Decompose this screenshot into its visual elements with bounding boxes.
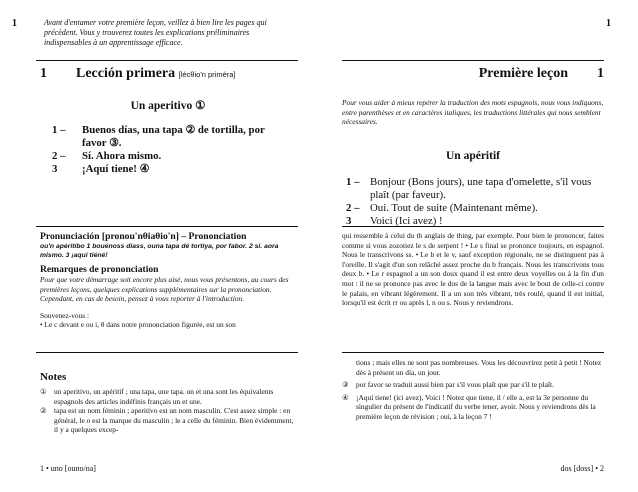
left-note-1 bbox=[40, 387, 296, 406]
souvenez-label: Souvenez-vous : bbox=[40, 310, 90, 320]
left-intro: Avant d'entamer votre première leçon, veillez à bien lire les pages qui précèdent. Vous y trouverez toutes les explications préliminaires indispensables à un apprentissage efficace. bbox=[44, 18, 267, 47]
left-dialogue-line-1 bbox=[52, 124, 296, 150]
pronunciation-heading: Pronunciación [pronou'nθiaθio'n] – Prononciation bbox=[40, 231, 247, 242]
left-dialogue-line-2 bbox=[52, 150, 296, 163]
right-dialogue-line-1 bbox=[346, 176, 604, 202]
right-page-number: 1 bbox=[606, 18, 611, 29]
left-lesson-title: Lección primera bbox=[76, 66, 176, 81]
left-pronunciation bbox=[40, 231, 298, 330]
left-page-number: 1 bbox=[12, 18, 17, 29]
right-footer: dos [doss] • 2 bbox=[560, 464, 604, 473]
right-dialogue-text-3: Voici (Ici avez) ! bbox=[370, 215, 443, 227]
right-lesson-title: Première leçon bbox=[478, 66, 568, 81]
left-lesson-phonetic: [lécθio'n priméra] bbox=[178, 70, 236, 79]
right-note-marker-3: ③ bbox=[342, 380, 349, 390]
right-top-rule bbox=[342, 60, 604, 61]
left-lesson-heading bbox=[40, 66, 296, 82]
left-section-rule bbox=[36, 226, 298, 227]
note-text-2: tapa est un nom féminin ; aperitivo est un nom masculin. C'est assez simple : en général, le o est la marque du masculin ; le a celle du féminin. Bien évidemment, il y a quelques excep- bbox=[54, 406, 294, 435]
left-top-rule bbox=[36, 60, 298, 61]
left-dialogue bbox=[52, 124, 296, 176]
right-dialogue-title: Un apéritif bbox=[446, 150, 500, 162]
left-footer: 1 • uno [ouno/na] bbox=[40, 464, 96, 473]
right-dialogue-text-2: Oui. Tout de suite (Maintenant même). bbox=[370, 202, 538, 214]
right-note-text-4: ¡Aquí tiene! (ici avez), Voici ! Notez que tiene, il / elle a, est la 3e personne du singulier du présent de l'indicatif du verbe tener, avoir. Nous y reviendrons dès la première leçon de révision ; oui, à la leçon 7 ! bbox=[356, 392, 596, 421]
left-lesson-number: 1 bbox=[40, 66, 47, 81]
left-dialogue-num-1: 1 – bbox=[52, 124, 66, 136]
remarks-text: Pour que votre démarrage soit encore plus aisé, nous vous présentons, au cours des premières leçons, quelques explications supplémentaires sur la prononciation. Cependant, en cas de besoin, pensez à vous reporter à l'introduction. bbox=[40, 275, 289, 304]
right-notes-rule bbox=[342, 352, 604, 353]
right-note-3 bbox=[342, 380, 604, 390]
right-pronunciation-text: qui ressemble à celui du th anglais de thing, par exemple. Pour bien le prononcer, faites comme si vous zozotiez le s de serpent ! • Le s final se prononce toujours, en espagnol. Nous le transcrivons ss. • Le b et le v, sauf exception régionale, ne se distinguent pas à l'oreille. Il s'agit d'un son relâché assez proche du b français. Nous les transcrivons tous deux b. • Le r espagnol a un son doux quand il est entre deux voyelles ou à la fin d'un mot : il ne se prononce pas avec le dos de la langue mais avec le bout de celle-ci contre le palais, en vibrant légèrement. Il a un son très vibrant, très roulé, quand il est initial, lorsqu'il est écrit rr ou après l, n ou s. Nous y reviendrons. bbox=[342, 231, 604, 308]
pronunciation-text: ou'n apéritibo 1 bouénoss diass, ouna tapa dé tortiya, por fabor. 2 si. aora mismo. 3 ¡aqui tiéné! bbox=[40, 243, 279, 259]
right-dialogue bbox=[346, 176, 604, 228]
left-dialogue-num-2: 2 – bbox=[52, 150, 66, 162]
right-note-text-3: por favor se traduit aussi bien par s'il vous plaît que par s'il te plaît. bbox=[356, 380, 554, 390]
souvenez-text: • Le c devant e ou i, θ dans notre prononciation figurée, est un son bbox=[40, 320, 236, 330]
right-dialogue-text-1: Bonjour (Bons jours), une tapa d'omelette, s'il vous plaît (par faveur). bbox=[370, 176, 592, 201]
right-note-continued bbox=[342, 358, 604, 377]
remarks-heading: Remarques de prononciation bbox=[40, 264, 159, 275]
right-dialogue-num-3: 3 bbox=[346, 215, 352, 227]
left-dialogue-text-2: Sí. Ahora mismo. bbox=[82, 150, 162, 162]
right-lesson-heading bbox=[342, 66, 604, 82]
note-marker-2: ② bbox=[40, 406, 47, 416]
right-notes bbox=[342, 358, 604, 422]
right-note-4 bbox=[342, 393, 604, 422]
right-dialogue-num-2: 2 – bbox=[346, 202, 360, 214]
right-intro: Pour vous aider à mieux repérer la traduction des mots espagnols, nous vous indiquons, entre parenthèses et en caractères italiques, les traductions littérales qui nous semblent nécessaires. bbox=[342, 98, 604, 127]
left-notes bbox=[40, 387, 296, 435]
left-dialogue-num-3: 3 bbox=[52, 163, 58, 175]
left-note-2 bbox=[40, 406, 296, 435]
left-dialogue-text-1: Buenos días, una tapa ② de tortilla, por favor ③. bbox=[82, 124, 265, 149]
note-text-1: un aperitivo, un apéritif ; una tapa, une tapa. un et una sont les équivalents espagnols des articles indéfinis français un et une. bbox=[54, 387, 274, 406]
right-dialogue-line-2 bbox=[346, 202, 604, 215]
right-lesson-number: 1 bbox=[597, 66, 604, 81]
right-note-marker-4: ④ bbox=[342, 392, 349, 402]
notes-heading: Notes bbox=[40, 371, 67, 383]
note-marker-1: ① bbox=[40, 387, 47, 396]
right-section-rule bbox=[342, 226, 604, 227]
left-dialogue-text-3: ¡Aquí tiene! ④ bbox=[82, 163, 150, 175]
right-note-text-0: tions ; mais elles ne sont pas nombreuses. Vous les découvrirez petit à petit ! Notez dès à présent un día, un jour. bbox=[356, 358, 602, 377]
left-dialogue-line-3 bbox=[52, 163, 296, 176]
left-notes-rule bbox=[36, 352, 298, 353]
right-dialogue-num-1: 1 – bbox=[346, 176, 360, 188]
left-dialogue-title: Un aperitivo ① bbox=[130, 100, 206, 112]
